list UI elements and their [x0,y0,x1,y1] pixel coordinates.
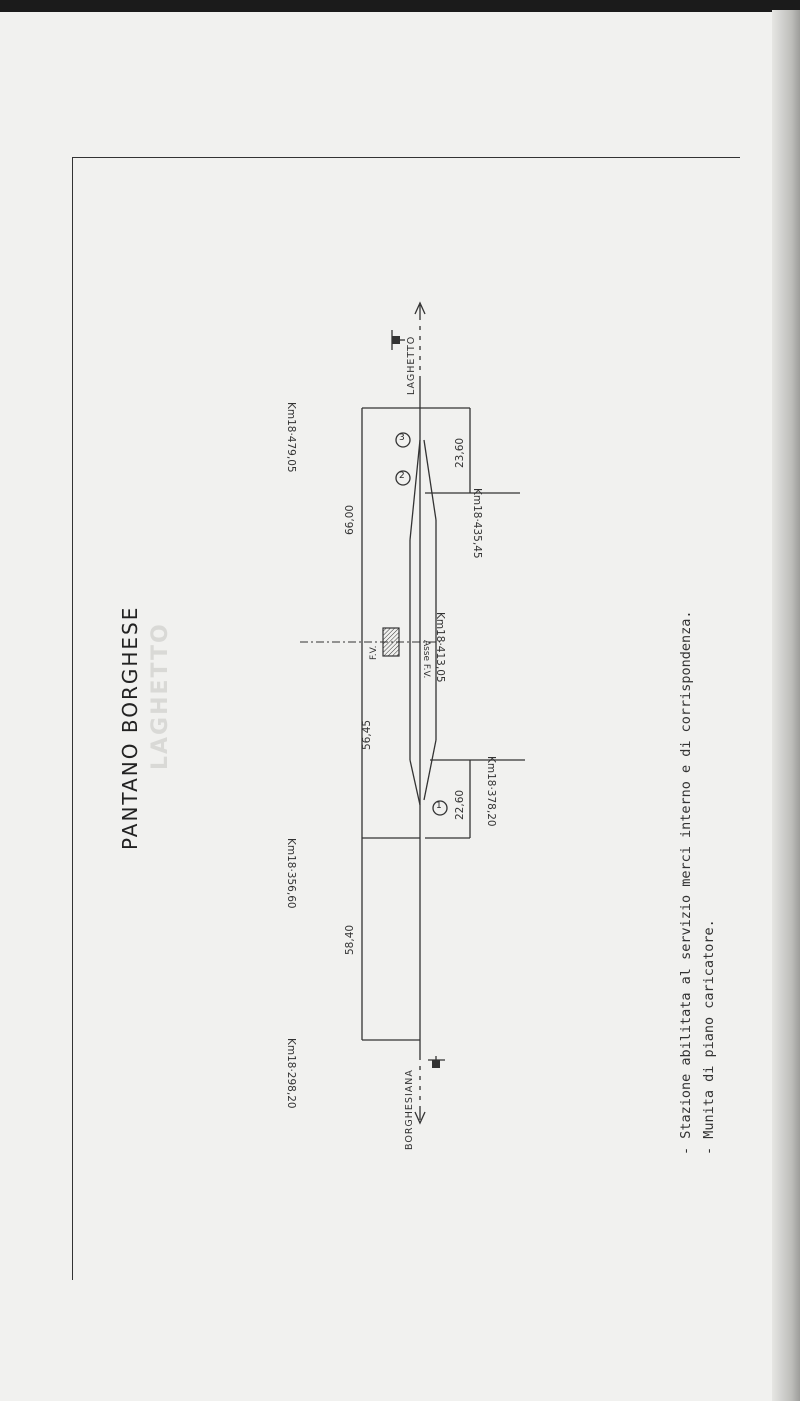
km-marker-4: Km18·378,20 [485,756,497,827]
page-title: PANTANO BORGHESE [118,605,142,850]
note-line-2: - Munita di piano caricatore. [701,919,717,1155]
bleed-through-text: LAGHETTO [148,622,173,770]
km-marker-5: Km18·356,60 [285,838,297,909]
siding-switch-upper [424,440,436,520]
switch-lower [410,760,420,805]
dimension-58-40: 58,40 [344,924,356,955]
note-line-1: - Stazione abilitata al servizio merci interno e di corrispondenza. [678,610,694,1155]
switch-number-1: 1 [436,801,442,811]
km-marker-1: Km18·479,05 [285,402,297,473]
dimension-23-60: 23,60 [454,437,466,468]
direction-bottom-label: BORGHESIANA [404,1069,415,1150]
signal-bottom-head [432,1060,440,1068]
dimension-56-45: 56,45 [361,719,373,750]
signal-top-head [392,336,400,344]
dimension-66-00: 66,00 [344,504,356,535]
station-axis-label: Asse F.V. [421,640,431,679]
switch-upper [410,440,420,540]
switch-number-2: 2 [399,471,405,481]
km-marker-6: Km18·298,20 [285,1038,297,1109]
station-building-label: F.V. [369,645,379,660]
km-marker-2: Km18·435,45 [471,488,483,559]
switch-number-3: 3 [399,433,405,443]
km-marker-3: Km18·413,05 [434,612,446,683]
dimension-22-60: 22,60 [454,789,466,820]
siding-switch-lower [424,740,436,800]
direction-top-label: LAGHETTO [406,335,417,395]
